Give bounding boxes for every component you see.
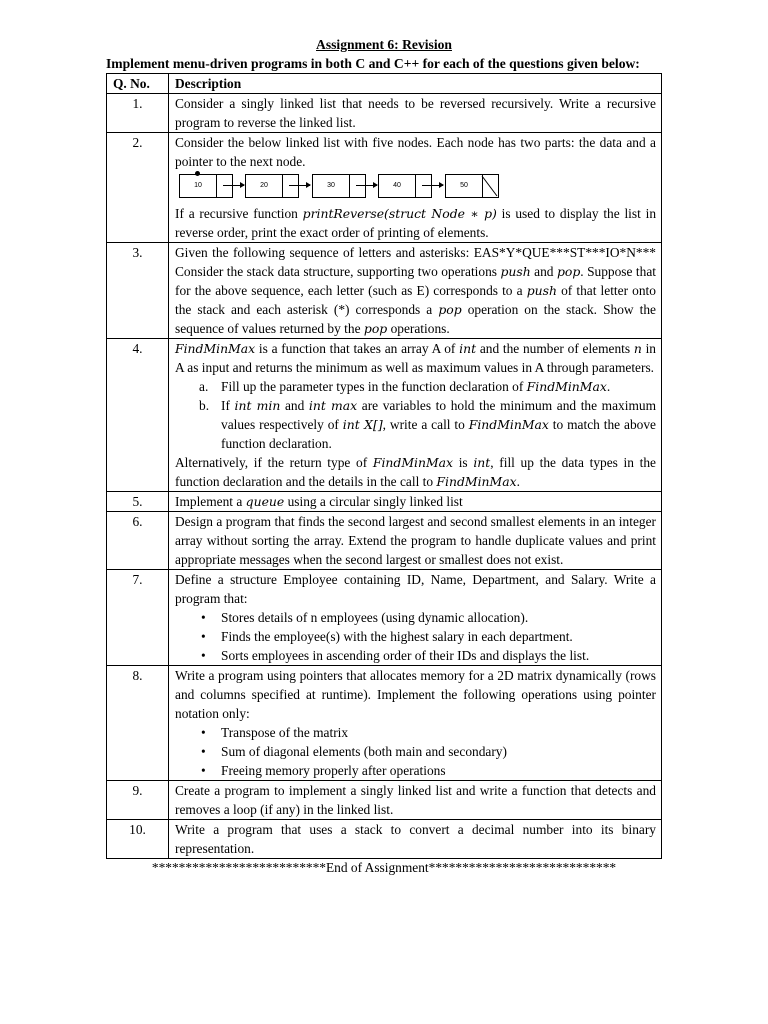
- list-item: • Freeing memory properly after operations: [221, 761, 656, 780]
- next-arrow: [356, 185, 377, 186]
- q3-sequence: Given the following sequence of letters and asterisks: EAS*Y*QUE***ST***IO*N***: [175, 245, 656, 260]
- next-arrow: [422, 185, 443, 186]
- node-data: 10: [180, 175, 217, 197]
- list-node: [245, 174, 299, 198]
- table-row: [107, 570, 662, 666]
- question-number: 8.: [107, 666, 169, 781]
- question-number: 10.: [107, 820, 169, 859]
- question-description: [169, 666, 662, 781]
- list-item: • Stores details of n employees (using dynamic allocation).: [221, 608, 656, 627]
- q7-bullets: [175, 608, 656, 665]
- q2-question: If a recursive function printReverse(struct Node ∗ p) is used to display the list in reverse order, print the exact order of printing of elements.: [175, 206, 657, 240]
- q8-intro: Write a program using pointers that allocates memory for a 2D matrix dynamically (rows and columns specified at runtime). Implement the following operations using pointer notation only:: [175, 668, 656, 721]
- table-row: [107, 492, 662, 512]
- list-node: [179, 174, 233, 198]
- node-data: 20: [246, 175, 283, 197]
- null-pointer-icon: [481, 175, 498, 197]
- table-row: [107, 781, 662, 820]
- next-arrow: [223, 185, 244, 186]
- question-description: [169, 339, 662, 492]
- q4-subparts: [175, 377, 656, 453]
- table-row: [107, 666, 662, 781]
- question-description: [169, 570, 662, 666]
- list-item: • Sorts employees in ascending order of their IDs and displays the list.: [221, 646, 656, 665]
- table-row: [107, 512, 662, 570]
- header-description: Description: [169, 74, 662, 94]
- question-number: 6.: [107, 512, 169, 570]
- question-number: 7.: [107, 570, 169, 666]
- list-node: [312, 174, 366, 198]
- table-row: [107, 820, 662, 859]
- page-title: Assignment 6: Revision: [316, 37, 452, 52]
- table-header-row: [107, 74, 662, 94]
- question-description: [169, 133, 662, 243]
- q8-bullets: [175, 723, 656, 780]
- question-number: 3.: [107, 243, 169, 339]
- question-number: 4.: [107, 339, 169, 492]
- node-data: 50: [446, 175, 483, 197]
- question-description: [169, 243, 662, 339]
- list-node: [445, 174, 499, 198]
- next-arrow: [289, 185, 310, 186]
- table-row: [107, 133, 662, 243]
- question-number: 1.: [107, 94, 169, 133]
- intro-text: Implement menu-driven programs in both C and C++ for each of the questions given below:: [106, 56, 640, 71]
- table-row: [107, 339, 662, 492]
- list-item: • Sum of diagonal elements (both main and secondary): [221, 742, 656, 761]
- table-row: [107, 94, 662, 133]
- linked-list-diagram: [177, 174, 656, 201]
- question-number: 9.: [107, 781, 169, 820]
- list-item: b. If int min and int max are variables to hold the minimum and the maximum values respectively of int X[], write a call to FindMinMax to match the above function declaration.: [199, 398, 656, 451]
- q4-intro: FindMinMax is a function that takes an array A of int and the number of elements n in A as input and returns the minimum as well as maximum values in A through parameters.: [175, 341, 656, 375]
- question-description: Consider a singly linked list that needs to be reversed recursively. Write a recursive program to reverse the linked list.: [169, 94, 662, 133]
- questions-table: [106, 73, 662, 859]
- question-number: 2.: [107, 133, 169, 243]
- q2-intro: Consider the below linked list with five nodes. Each node has two parts: the data and a pointer to the next node.: [175, 135, 656, 169]
- end-of-assignment: **************************End of Assignment****************************: [151, 860, 617, 875]
- q3-body: Consider the stack data structure, supporting two operations push and pop. Suppose that for the above sequence, each letter (such as E) corresponds to a push of that letter onto the stack and each asterisk (*) corresponds a pop operation on the stack. Show the sequence of values returned by the pop operations.: [175, 264, 656, 336]
- question-description: Design a program that finds the second largest and second smallest elements in an integer array without sorting the array. Extend the program to handle duplicate values and print appropriate messages when the second largest or smallest does not exist.: [169, 512, 662, 570]
- node-data: 30: [313, 175, 350, 197]
- q4-alternative: Alternatively, if the return type of FindMinMax is int, fill up the data types in the function declaration and the details in the call to FindMinMax.: [175, 455, 656, 489]
- question-description: Implement a queue using a circular singly linked list: [169, 492, 662, 512]
- question-number: 5.: [107, 492, 169, 512]
- list-node: [378, 174, 432, 198]
- node-data: 40: [379, 175, 416, 197]
- table-row: [107, 243, 662, 339]
- list-item: • Finds the employee(s) with the highest salary in each department.: [221, 627, 656, 646]
- list-item: • Transpose of the matrix: [221, 723, 656, 742]
- list-item: a. Fill up the parameter types in the function declaration of FindMinMax.: [199, 379, 611, 394]
- question-description: Write a program that uses a stack to convert a decimal number into its binary representation.: [169, 820, 662, 859]
- question-description: Create a program to implement a singly linked list and write a function that detects and removes a loop (if any) in the linked list.: [169, 781, 662, 820]
- q7-intro: Define a structure Employee containing ID, Name, Department, and Salary. Write a program that:: [175, 572, 656, 606]
- assignment-page: [106, 37, 662, 875]
- header-qno: Q. No.: [107, 74, 169, 94]
